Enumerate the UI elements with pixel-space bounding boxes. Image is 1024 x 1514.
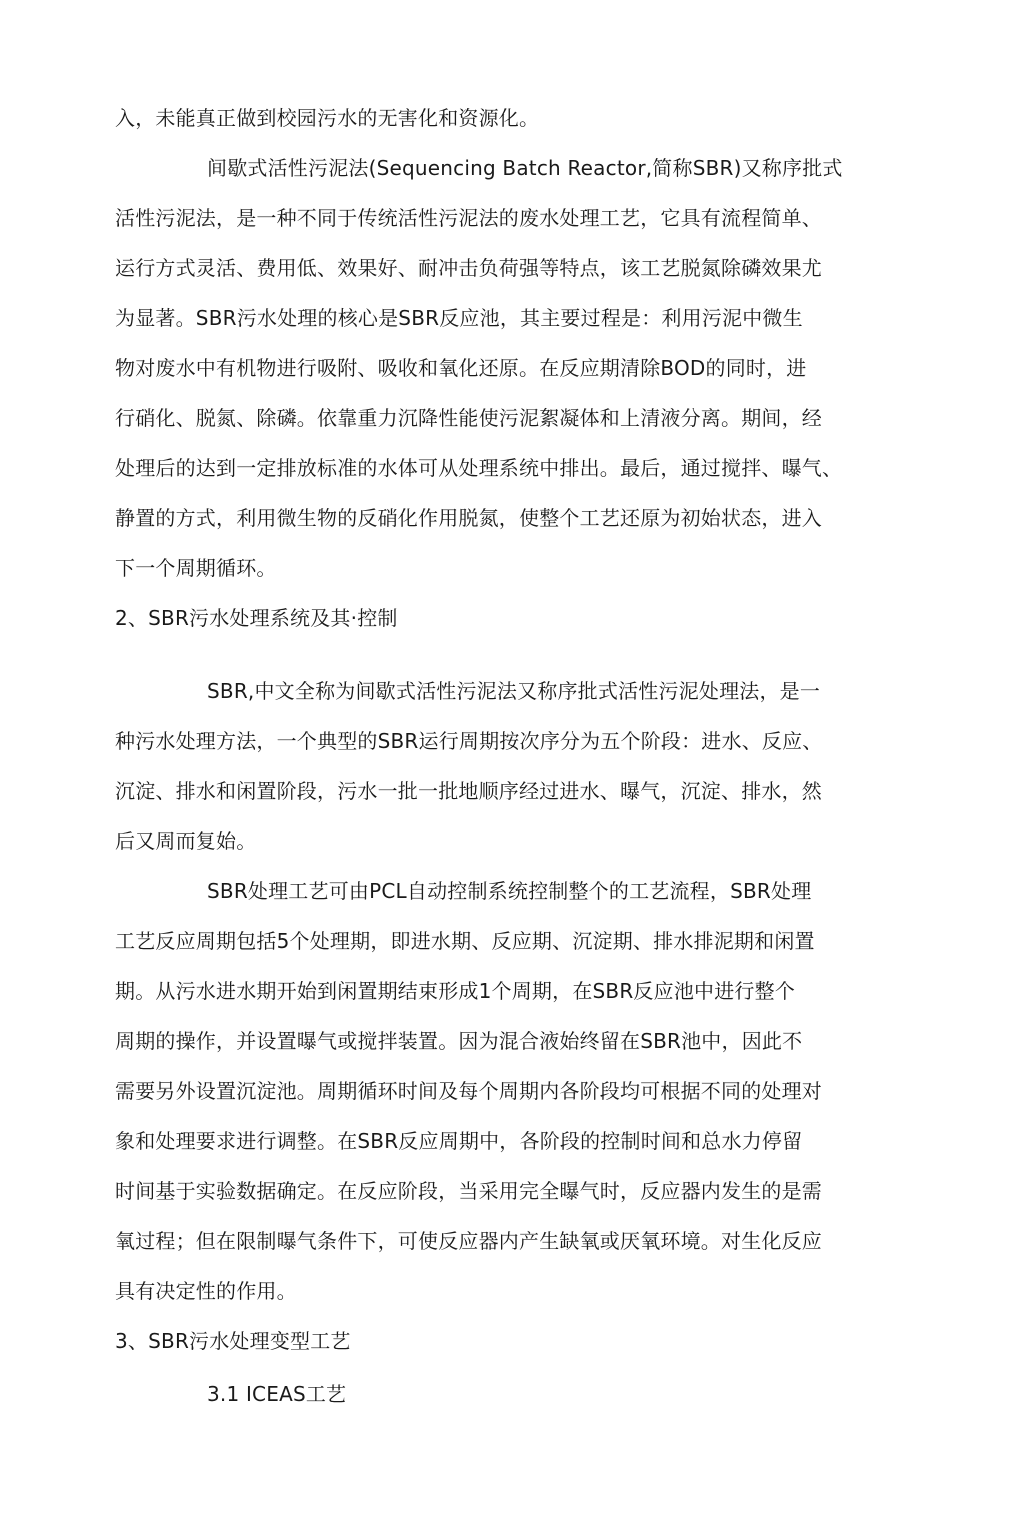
paragraph-line: 象和处理要求进行调整。在SBR反应周期中，各阶段的控制时间和总水力停留 — [115, 1129, 803, 1153]
section-heading: 3、SBR污水处理变型工艺 — [115, 1329, 351, 1353]
paragraph-line: 周期的操作，并设置曝气或搅拌装置。因为混合液始终留在SBR池中，因此不 — [115, 1029, 803, 1053]
paragraph-line: 下一个周期循环。 — [115, 556, 277, 580]
paragraph-line: 为显著。SBR污水处理的核心是SBR反应池，其主要过程是：利用污泥中微生 — [115, 306, 803, 330]
paragraph-line: 需要另外设置沉淀池。周期循环时间及每个周期内各阶段均可根据不同的处理对 — [115, 1079, 822, 1103]
subsection-heading: 3.1 ICEAS工艺 — [207, 1382, 347, 1406]
paragraph-line: SBR,中文全称为间歇式活性污泥法又称序批式活性污泥处理法，是一 — [207, 679, 821, 703]
paragraph-line: 运行方式灵活、费用低、效果好、耐冲击负荷强等特点，该工艺脱氮除磷效果尤 — [115, 256, 822, 280]
paragraph-line: 后又周而复始。 — [115, 829, 257, 853]
paragraph-line: 期。从污水进水期开始到闲置期结束形成1个周期，在SBR反应池中进行整个 — [115, 979, 796, 1003]
paragraph-line: 工艺反应周期包括5个处理期，即进水期、反应期、沉淀期、排水排泥期和闲置 — [115, 929, 815, 953]
paragraph-line: 静置的方式，利用微生物的反硝化作用脱氮，使整个工艺还原为初始状态，进入 — [115, 506, 822, 530]
paragraph-line: 活性污泥法，是一种不同于传统活性污泥法的废水处理工艺，它具有流程简单、 — [115, 206, 822, 230]
paragraph-line: 行硝化、脱氮、除磷。依靠重力沉降性能使污泥絮凝体和上清液分离。期间，经 — [115, 406, 822, 430]
paragraph-line: 物对废水中有机物进行吸附、吸收和氧化还原。在反应期清除BOD的同时，进 — [115, 356, 807, 380]
paragraph-line: 时间基于实验数据确定。在反应阶段，当采用完全曝气时，反应器内发生的是需 — [115, 1179, 822, 1203]
paragraph-line: 间歇式活性污泥法(Sequencing Batch Reactor,简称SBR)又称序批式 — [207, 156, 843, 180]
paragraph-line: 处理后的达到一定排放标准的水体可从处理系统中排出。最后，通过搅拌、曝气、 — [115, 456, 843, 480]
paragraph-line: 氧过程；但在限制曝气条件下，可使反应器内产生缺氧或厌氧环境。对生化反应 — [115, 1229, 822, 1253]
paragraph-line: 沉淀、排水和闲置阶段，污水一批一批地顺序经过进水、曝气，沉淀、排水，然 — [115, 779, 822, 803]
paragraph-line: 具有决定性的作用。 — [115, 1279, 297, 1303]
paragraph-line: 种污水处理方法，一个典型的SBR运行周期按次序分为五个阶段：进水、反应、 — [115, 729, 823, 753]
section-heading: 2、SBR污水处理系统及其·控制 — [115, 606, 398, 630]
paragraph-line: 入，未能真正做到校园污水的无害化和资源化。 — [115, 106, 540, 130]
paragraph-line: SBR处理工艺可由PCL自动控制系统控制整个的工艺流程，SBR处理 — [207, 879, 812, 903]
